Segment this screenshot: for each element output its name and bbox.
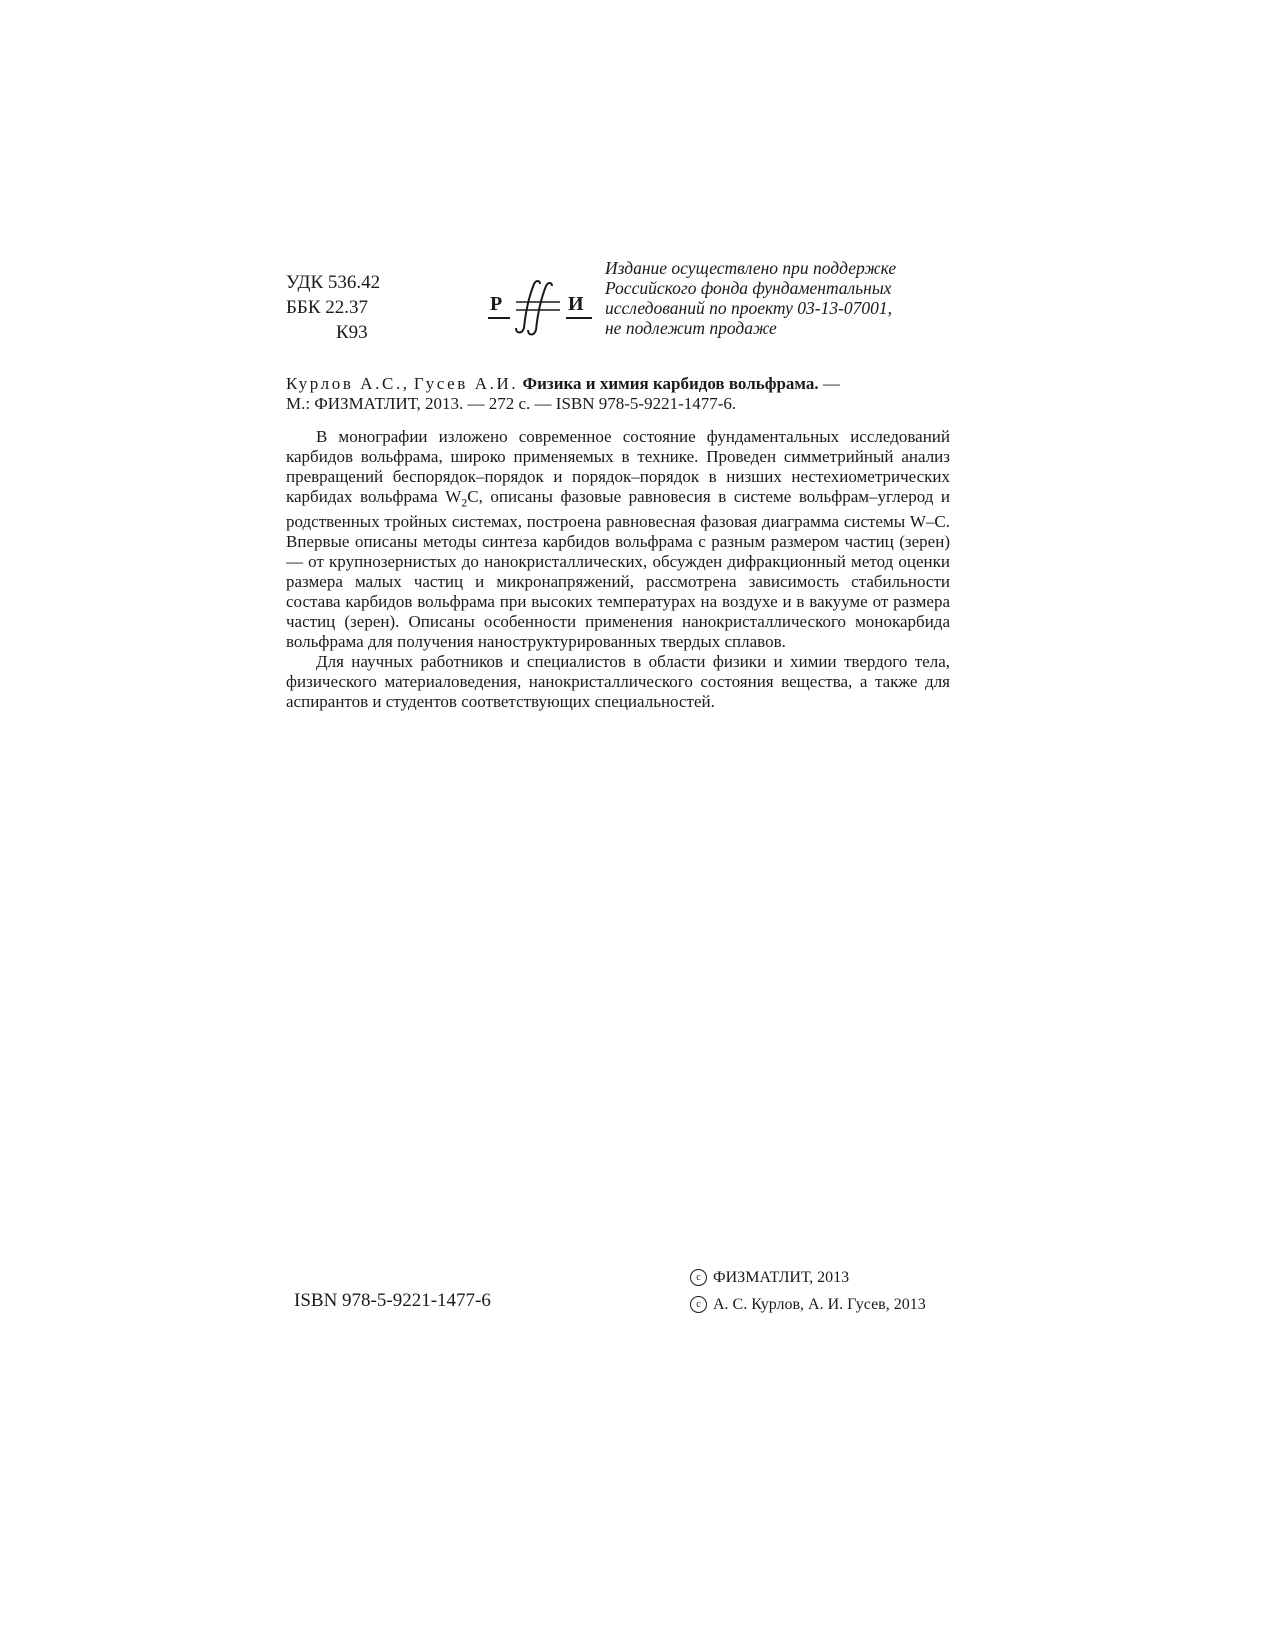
- support-line: Российского фонда фундаментальных: [605, 278, 892, 298]
- bbk-code: ББК 22.37: [286, 297, 368, 318]
- abstract-text: C, описаны фазовые равновесия в системе вольфрам–углерод и родственных тройных системах, построена равновесная фазовая диаграмма системы W–C. Впервые описаны методы синтеза карбидов вольфрама с разным размером частиц (зерен) — от крупнозернистых до нанокристаллических, обсужден дифракционный метод оценки размера малых частиц и микронапряжений, рассмотрена зависимость стабильности состава карбидов вольфрама при высоких температурах на воздухе и в вакууме от размера частиц (зерен). Описаны особенности применения нанокристаллического монокарбида вольфрама для получения наноструктурированных твердых сплавов.: [286, 487, 950, 652]
- classification-block: [286, 270, 380, 345]
- udk-code: УДК 536.42: [286, 272, 381, 293]
- copyright-block: [690, 1264, 926, 1318]
- logo-letter-r: Р: [490, 293, 503, 315]
- copyright-line-1: [690, 1264, 926, 1291]
- copyright-holder-2: А. С. Курлов, А. И. Гусев, 2013: [713, 1296, 926, 1313]
- abstract: [286, 427, 950, 712]
- copyright-line-2: [690, 1291, 926, 1318]
- abstract-text: В монографии изложено современное состояние фундаментальных исследований карбидов вольфрама, широко применяемых в технике. Проведен симметрийный анализ превращений беспорядок–порядок и порядок–порядок в низших нестехиометрических карбидах вольфрама W: [286, 427, 950, 506]
- support-note: [605, 258, 950, 338]
- support-line: Издание осуществлено при поддержке: [605, 258, 897, 278]
- subscript: 2: [461, 495, 468, 510]
- support-line: не подлежит продаже: [605, 318, 777, 338]
- abstract-paragraph-2: Для научных работников и специалистов в области физики и химии твердого тела, физического материаловедения, нанокристаллического состояния вещества, а также для аспирантов и студентов соответствующих специальностей.: [286, 652, 950, 712]
- copyright-icon: c: [690, 1296, 707, 1313]
- abstract-paragraph-1: [286, 427, 950, 652]
- rffi-logo: [488, 278, 592, 336]
- support-line: исследований по проекту 03-13-07001,: [605, 298, 893, 318]
- copyright-holder-1: ФИЗМАТЛИТ, 2013: [713, 1269, 850, 1286]
- citation-imprint: М.: ФИЗМАТЛИТ, 2013. — 272 с. — ISBN 978-5-9221-1477-6.: [286, 394, 737, 413]
- citation-author-1: Курлов А.С.,: [286, 374, 410, 393]
- bibliographic-citation: [286, 374, 950, 414]
- citation-dash: —: [822, 374, 840, 393]
- isbn: ISBN 978-5-9221-1477-6: [294, 1290, 491, 1311]
- citation-title: Физика и химия карбидов вольфрама.: [522, 374, 819, 393]
- logo-letter-i: И: [568, 293, 584, 315]
- copyright-icon: c: [690, 1269, 707, 1286]
- author-mark: К93: [336, 322, 368, 343]
- citation-author-2: Гусев А.И.: [413, 374, 519, 393]
